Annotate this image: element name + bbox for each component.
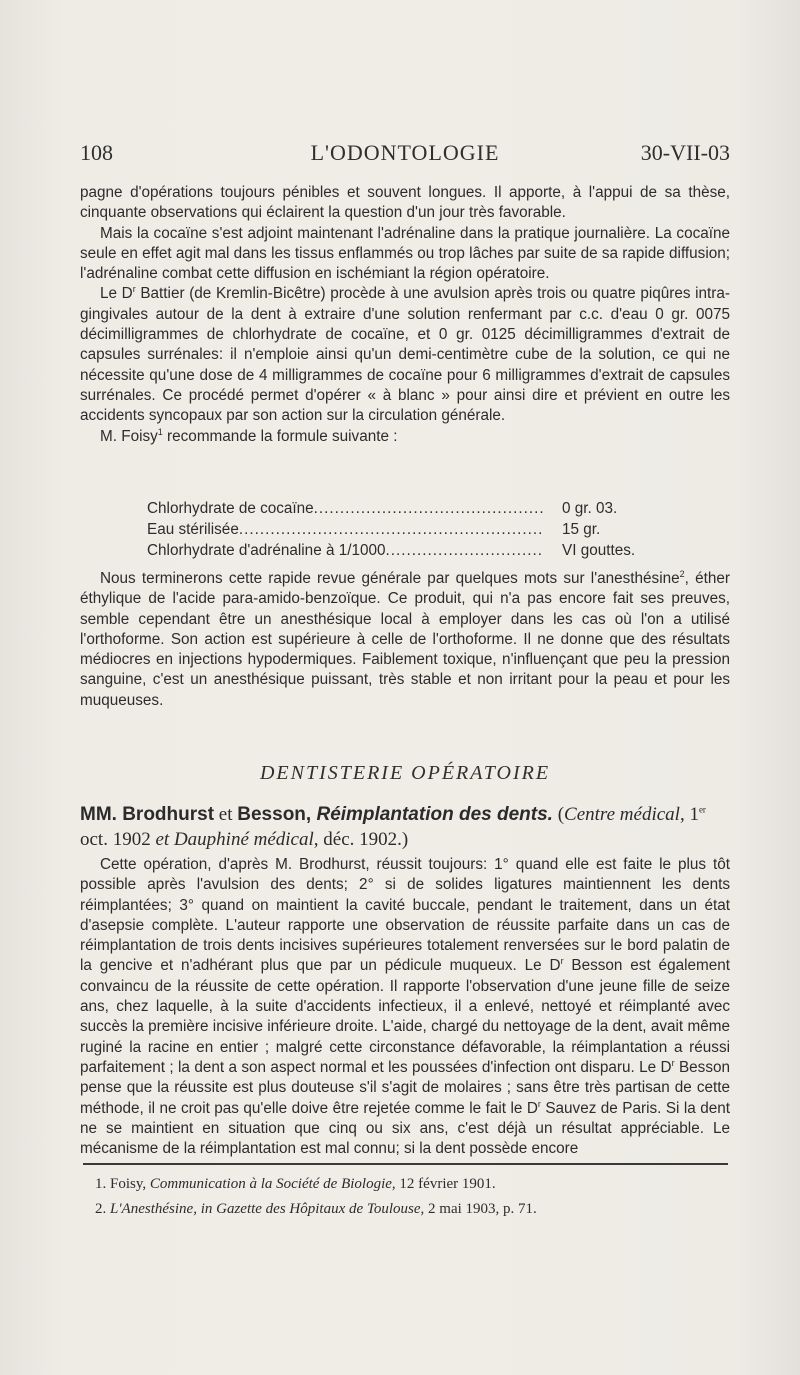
article-title: Réimplantation des dents. bbox=[311, 804, 553, 825]
paragraph bbox=[80, 855, 730, 1159]
formula-ingredient: Eau stérilisée bbox=[147, 521, 239, 538]
page-number: 108 bbox=[80, 140, 113, 165]
formula-quantity: 0 gr. 03. bbox=[562, 500, 618, 517]
formula-row bbox=[147, 540, 667, 561]
footnote bbox=[95, 1172, 735, 1197]
footnote-ref: 1 bbox=[157, 426, 163, 437]
anesthesine-text bbox=[80, 569, 730, 711]
formula-quantity: VI gouttes. bbox=[562, 542, 636, 559]
text-run: Nous terminerons cette rapide revue générale par quelques mots sur l'anesthésine bbox=[100, 570, 680, 587]
footnote-divider bbox=[83, 1163, 728, 1165]
leader-dots bbox=[386, 540, 545, 561]
text-run: Le D bbox=[100, 285, 133, 303]
text-run: Besson pense que la réussite est plus douteuse s'il s'agit de molaires ; sans être très partisan de cette méthode, il ne croit pas qu'elle doive être rejetée comme le fait le D bbox=[80, 1058, 730, 1117]
text-run: Battier (de Kremlin-Bicêtre) procède à une avulsion après trois ou quatre piqûres intra-gingivales autour de la dent à extraire d'une solution renfermant par c.c. d'eau 0 gr. 0075 décimilligrammes de chlorhydrate de cocaïne, et 0 gr. 0125 décimilligrammes d'extrait de capsules surrénales: il n'emploie ainsi qu'un demi-centimètre cube de la solution, ce qui ne nécessite qu'une dose de 4 milligrammes de cocaïne pour 6 milligrammes d'extrait de capsules surrénales. Ce procédé permet d'opérer « à blanc » pour ainsi dire et prévient en outre les accidents syncopaux par son action sur la circulation générale. bbox=[80, 285, 730, 425]
text-run: 2. bbox=[95, 1201, 110, 1217]
formula-ingredient: Chlorhydrate d'adrénaline à 1/1000 bbox=[147, 542, 386, 559]
text-run: Besson est également convaincu de la réussite de cette opération. Il rapporte l'observation d'une jeune fille de seize ans, chez laquelle, à la suite d'accidents infectieux, il a enlevé, nettoyé et réimplanté avec succès la première incisive inférieure droite. L'aide, chargé du nettoyage de la dent, avait même ruginé la racine en entier ; malgré cette circonstance défavorable, la réimplantation a réussi parfaitement ; la dent a son aspect normal et les poussées d'infection ont disparu. Le D bbox=[80, 957, 730, 1076]
formula-row bbox=[147, 519, 667, 540]
paragraph bbox=[80, 427, 730, 447]
paragraph bbox=[80, 569, 730, 711]
authors: Besson, bbox=[237, 804, 312, 825]
intro-text bbox=[80, 183, 730, 447]
formula-row bbox=[147, 498, 667, 519]
formula-quantity: 15 gr. bbox=[562, 521, 601, 538]
article-body bbox=[80, 855, 730, 1159]
formula-ingredient: Chlorhydrate de cocaïne bbox=[147, 500, 314, 517]
footnote-title: L'Anesthésine, in Gazette des Hôpitaux de Toulouse bbox=[110, 1201, 421, 1217]
superscript: r bbox=[560, 956, 564, 967]
text-run: Cette opération, d'après M. Brodhurst, réussit toujours: 1° quand elle est faite le plus tôt possible après l'avulsion des dents; 2° si de solides ligatures maintiennent les dents réimplantées; 3° quand on maintient la cavité buccale, pendant le traitement, dans un état d'asepsie complète. L'auteur rapporte une observation de réussite parfaite dans un cas de réimplantation de trois dents incisives supérieures totalement renversées sur le bord palatin de la gencive et n'adhérant plus que par un pédicule muqueux. Le D bbox=[80, 856, 730, 975]
text-run: , éther éthylique de l'acide para-amido-benzoïque. Ce produit, qui n'a pas encore fait ses preuves, semble cependant être un anesthésique local à employer dans les cas où l'on a utilisé l'orthoforme. Son action est supérieure à celle de l'orthoforme. Il ne donne que des résultats médiocres en injections hypodermiques. Faiblement toxique, n'influençant que peu la pression sanguine, c'est un anesthésique puissant, très stable et non irritant pour la peau et pour les muqueuses. bbox=[80, 570, 730, 709]
text-run: et bbox=[214, 804, 238, 825]
text-run: 1. Foisy, bbox=[95, 1176, 150, 1192]
journal-title: L'ODONTOLOGIE bbox=[310, 140, 500, 165]
footnote-ref: 2 bbox=[679, 568, 685, 579]
issue-date: 30-VII-03 bbox=[640, 140, 730, 165]
text-run: ( bbox=[552, 804, 565, 825]
text-run: oct. 1902 bbox=[80, 829, 156, 850]
superscript: r bbox=[537, 1098, 541, 1109]
paragraph: Mais la cocaïne s'est adjoint maintenant l'adrénaline dans la pratique journalière. La cocaïne seule en effet agit mal dans les tissus enflammés ou trop lâches par suite de sa rapide diffusion; l'adrénaline combat cette diffusion en ischémiant la région opératoire. bbox=[80, 224, 730, 283]
article-heading bbox=[80, 802, 730, 852]
text-run: , 12 février 1901. bbox=[391, 1176, 496, 1192]
superscript: r bbox=[671, 1057, 675, 1068]
section-title: DENTISTERIE OPÉRATOIRE bbox=[259, 762, 551, 784]
paragraph bbox=[80, 284, 730, 426]
running-header bbox=[80, 140, 730, 170]
journal-reference: Dauphiné médical bbox=[169, 829, 314, 850]
formula-list bbox=[147, 498, 667, 561]
text-run: , déc. 1902.) bbox=[313, 829, 409, 850]
footnotes bbox=[95, 1172, 735, 1222]
text-run: recommande la formule suivante : bbox=[162, 427, 398, 445]
authors: MM. Brodhurst bbox=[80, 804, 215, 825]
text-run: , 1 bbox=[679, 804, 699, 825]
paragraph: pagne d'opérations toujours pénibles et souvent longues. Il apporte, à l'appui de sa thèse, cinquante observations qui éclairent la question d'un jour très favorable. bbox=[80, 184, 730, 222]
text-run: et bbox=[155, 829, 170, 850]
journal-reference: Centre médical bbox=[564, 804, 680, 825]
text-run: , 2 mai 1903, p. 71. bbox=[420, 1201, 537, 1217]
superscript: er bbox=[698, 804, 706, 815]
superscript: r bbox=[132, 284, 136, 295]
leader-dots bbox=[239, 519, 544, 540]
text-run: M. Foisy bbox=[100, 427, 158, 445]
footnote bbox=[95, 1197, 735, 1222]
footnote-title: Communication à la Société de Biologie bbox=[149, 1176, 392, 1192]
leader-dots bbox=[314, 498, 544, 519]
text-run: Sauvez de Paris. Si la dent ne se maintient en situation que cinq ou six ans, c'est déjà un résultat appréciable. Le mécanisme de la réimplantation est mal connu; si la dent possède encore bbox=[80, 1099, 730, 1158]
